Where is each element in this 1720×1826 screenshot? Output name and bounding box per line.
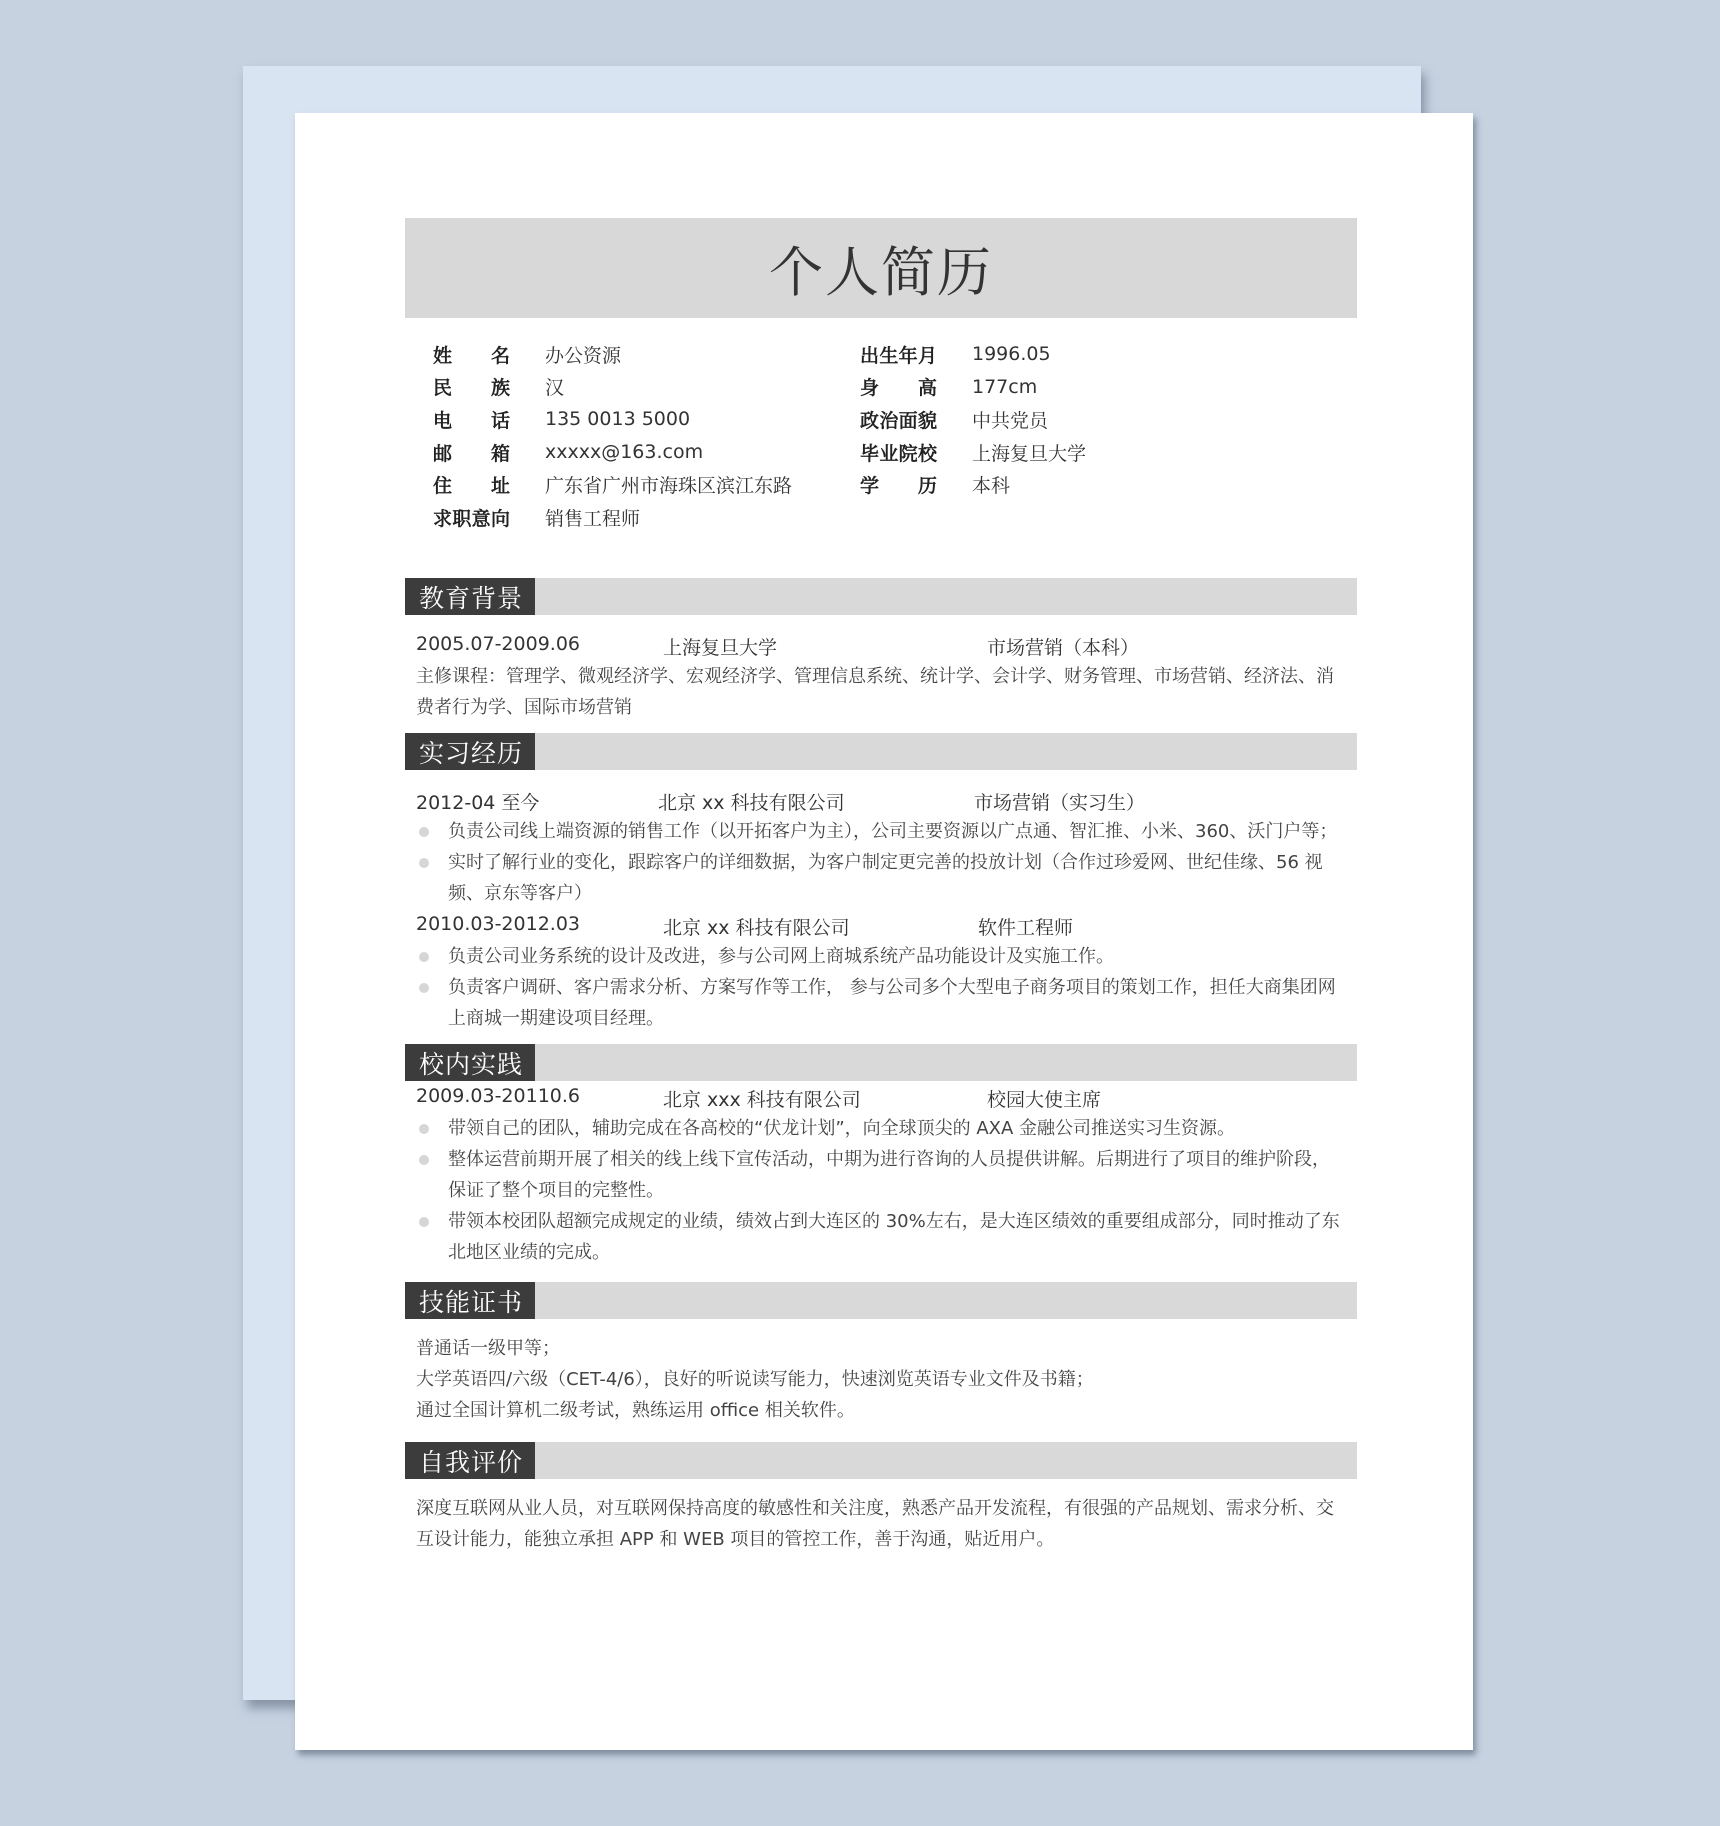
info-label: 邮箱 [433, 442, 510, 465]
bullet-dot-icon [419, 952, 429, 962]
entry-role: 校园大使主席 [987, 1089, 1102, 1111]
info-row-objective [433, 501, 792, 534]
entry-period: 2005.07-2009.06 [416, 633, 580, 655]
info-value: 销售工程师 [545, 507, 641, 530]
info-label: 身高 [860, 377, 937, 400]
info-value: 135 0013 5000 [545, 408, 691, 431]
info-label: 民族 [433, 377, 510, 400]
self-eval-text: 深度互联网从业人员，对互联网保持高度的敏感性和关注度，熟悉产品开发流程，有很强的产品规划、需求分析、交互设计能力，能独立承担 APP 和 WEB 项目的管控工作，善于沟通，贴近用户。 [416, 1498, 1334, 1550]
info-value: xxxxx@163.com [545, 441, 704, 464]
info-value: 广东省广州市海珠区滨江东路 [545, 475, 793, 498]
info-value: 办公资源 [545, 344, 622, 367]
section-title: 自我评价 [405, 1442, 535, 1479]
basic-info-right [860, 338, 1086, 501]
resume-page [295, 113, 1473, 1750]
bullet-item: 带领本校团队超额完成规定的业绩，绩效占到大连区的 30%左右，是大连区绩效的重要组成部分，同时推动了东北地区业绩的完成。 [405, 1206, 1357, 1268]
page-title: 个人简历 [769, 240, 993, 304]
entry-role: 软件工程师 [978, 917, 1074, 939]
entry-period: 2012-04 至今 [416, 792, 540, 814]
entry-period: 2010.03-2012.03 [416, 913, 580, 935]
bullet-dot-icon [419, 1124, 429, 1134]
entry-company: 北京 xx 科技有限公司 [663, 917, 850, 939]
section-header-education [405, 578, 1357, 615]
bullet-item: 负责公司线上端资源的销售工作（以开拓客户为主），公司主要资源以广点通、智汇推、小米、360、沃门户等； [405, 816, 1357, 847]
bullet-dot-icon [419, 1217, 429, 1227]
skill-line: 通过全国计算机二级考试，熟练运用 office 相关软件。 [416, 1400, 855, 1421]
entry-company: 北京 xx 科技有限公司 [658, 792, 845, 814]
bullet-item: 负责客户调研、客户需求分析、方案写作等工作， 参与公司多个大型电子商务项目的策划工作，担任大商集团网上商城一期建设项目经理。 [405, 972, 1357, 1034]
bullet-dot-icon [419, 858, 429, 868]
info-row-phone [433, 403, 792, 436]
entry-company: 北京 xxx 科技有限公司 [663, 1089, 861, 1111]
info-value: 上海复旦大学 [972, 442, 1087, 465]
info-label: 姓名 [433, 344, 510, 367]
entry-school: 上海复旦大学 [663, 637, 778, 659]
basic-info-left [433, 338, 792, 534]
section-header-skills [405, 1282, 1357, 1319]
skill-line: 大学英语四/六级（CET-4/6），良好的听说读写能力，快速浏览英语专业文件及书籍； [416, 1369, 1094, 1390]
info-label: 电话 [433, 409, 510, 432]
info-label: 毕业院校 [860, 442, 937, 465]
info-label: 政治面貌 [860, 409, 937, 432]
title-bar [405, 218, 1357, 318]
entry-major: 市场营销（本科） [987, 637, 1140, 659]
section-header-internship [405, 733, 1357, 770]
campus-bullets [405, 1113, 1357, 1268]
bullet-dot-icon [419, 1155, 429, 1165]
section-title: 教育背景 [405, 578, 535, 615]
info-value: 本科 [972, 475, 1011, 498]
bullet-item: 负责公司业务系统的设计及改进，参与公司网上商城系统产品功能设计及实施工作。 [405, 941, 1357, 972]
education-entry [405, 629, 1357, 661]
info-value: 中共党员 [972, 409, 1049, 432]
job-entry [405, 784, 1357, 816]
info-row-address [433, 468, 792, 501]
info-row-name [433, 338, 792, 371]
bullet-item: 带领自己的团队，辅助完成在各高校的“伏龙计划”，向全球顶尖的 AXA 金融公司推送实习生资源。 [405, 1113, 1357, 1144]
entry-role: 市场营销（实习生） [974, 792, 1146, 814]
info-label: 住址 [433, 475, 510, 498]
info-row-degree [860, 468, 1086, 501]
info-row-political [860, 403, 1086, 436]
info-row-school [860, 436, 1086, 469]
campus-entry [405, 1081, 1357, 1113]
info-value: 1996.05 [972, 343, 1051, 366]
bullet-dot-icon [419, 827, 429, 837]
info-label: 求职意向 [433, 507, 510, 530]
section-header-self-eval [405, 1442, 1357, 1479]
bullet-item: 整体运营前期开展了相关的线上线下宣传活动，中期为进行咨询的人员提供讲解。后期进行了项目的维护阶段，保证了整个项目的完整性。 [405, 1144, 1357, 1206]
info-value: 177cm [972, 375, 1038, 398]
info-row-email [433, 436, 792, 469]
info-row-height [860, 371, 1086, 404]
entry-period: 2009.03-20110.6 [416, 1085, 580, 1107]
skill-line: 普通话一级甲等； [416, 1338, 560, 1359]
info-value: 汉 [545, 377, 565, 400]
section-title: 实习经历 [405, 733, 535, 770]
job-bullets [405, 941, 1357, 1034]
info-row-birth [860, 338, 1086, 371]
bullet-item: 实时了解行业的变化，跟踪客户的详细数据，为客户制定更完善的投放计划（合作过珍爱网、世纪佳缘、56 视频、京东等客户） [405, 847, 1357, 909]
info-label: 出生年月 [860, 344, 937, 367]
basic-info [405, 338, 1357, 578]
education-courses: 主修课程：管理学、微观经济学、宏观经济学、管理信息系统、统计学、会计学、财务管理、市场营销、经济法、消费者行为学、国际市场营销 [416, 666, 1334, 718]
section-title: 校内实践 [405, 1044, 535, 1081]
section-title: 技能证书 [405, 1282, 535, 1319]
info-label: 学历 [860, 475, 937, 498]
info-row-ethnicity [433, 371, 792, 404]
job-bullets [405, 816, 1357, 909]
job-entry [405, 909, 1357, 941]
bullet-dot-icon [419, 983, 429, 993]
section-header-campus [405, 1044, 1357, 1081]
resume-content [405, 218, 1357, 1555]
